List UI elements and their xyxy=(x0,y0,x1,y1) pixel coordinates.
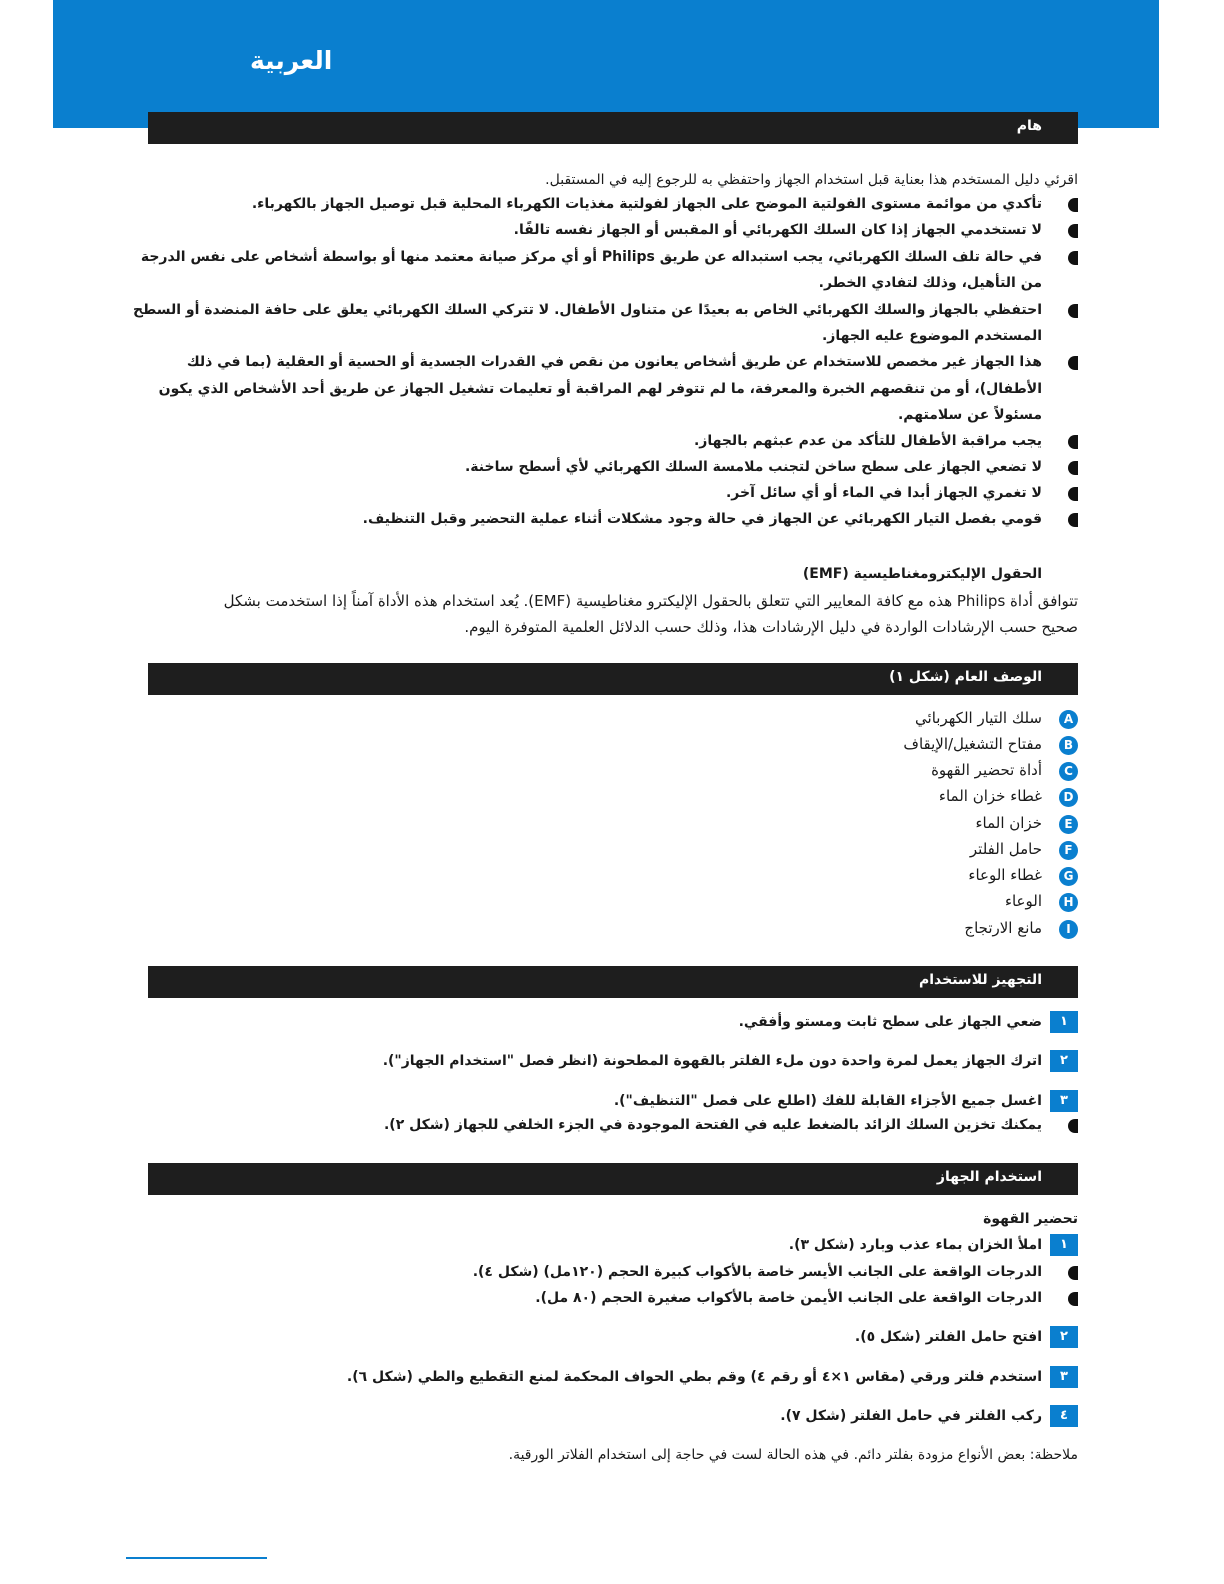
component-label: خزان الماء xyxy=(975,814,1042,832)
section-bar-general xyxy=(148,663,1078,695)
component-marker: E xyxy=(1059,815,1078,834)
language-title: العربية xyxy=(250,46,333,75)
bullet-icon xyxy=(1068,487,1078,501)
section-bar-use xyxy=(148,1163,1078,1195)
component-label: سلك التيار الكهربائي xyxy=(915,709,1042,727)
step-text: ضعي الجهاز على سطح ثابت ومستو وأفقي. xyxy=(738,1014,1042,1030)
section-title-prep: التجهيز للاستخدام xyxy=(918,972,1042,988)
use-subtitle: تحضير القهوة xyxy=(983,1211,1078,1227)
component-label: حامل الفلتر xyxy=(969,840,1042,858)
section-title-important: هام xyxy=(1016,118,1042,134)
important-line: المستخدم الموضوع عليه الجهاز. xyxy=(821,328,1042,344)
emf-title: الحقول الإليكترومغناطيسية (EMF) xyxy=(802,566,1042,582)
footer-rule xyxy=(126,1557,267,1559)
important-line: لا تغمري الجهاز أبدا في الماء أو أي سائل آخر. xyxy=(725,485,1042,501)
bullet-icon xyxy=(1068,1119,1078,1133)
bullet-icon xyxy=(1068,356,1078,370)
bullet-icon xyxy=(1068,435,1078,449)
important-line: في حالة تلف السلك الكهربائي، يجب استبداله عن طريق Philips أو أي مركز صيانة معتمد منها أو بواسطة أشخاص على نفس الدرجة xyxy=(140,249,1042,265)
use-bullet: الدرجات الواقعة على الجانب الأيسر خاصة بالأكواب كبيرة الحجم (١٢٠مل) (شكل ٤). xyxy=(472,1264,1042,1280)
important-line: احتفظي بالجهاز والسلك الكهربائي الخاص به بعيدًا عن متناول الأطفال. لا تتركي السلك الكهربائي يعلق على حافة المنضدة أو السطح xyxy=(133,302,1042,318)
bullet-icon xyxy=(1068,461,1078,475)
step-number: ٢ xyxy=(1050,1326,1078,1348)
component-label: أداة تحضير القهوة xyxy=(931,761,1042,779)
step-number: ٢ xyxy=(1050,1050,1078,1072)
bullet-icon xyxy=(1068,513,1078,527)
use-bullet: الدرجات الواقعة على الجانب الأيمن خاصة بالأكواب صغيرة الحجم (٨٠ مل). xyxy=(535,1290,1042,1306)
bullet-icon xyxy=(1068,251,1078,265)
emf-line-2: صحيح حسب الإرشادات الواردة في دليل الإرشادات هذا، وذلك حسب الدلائل العلمية المتوفرة اليوم. xyxy=(464,618,1078,636)
important-line: الأطفال)، أو من تنقصهم الخبرة والمعرفة، ما لم تتوفر لهم المراقبة أو تعليمات تشغيل الجهاز عن طريق أحد الأشخاص الذي يكون xyxy=(158,381,1042,397)
component-marker: B xyxy=(1059,736,1078,755)
step-number: ٣ xyxy=(1050,1090,1078,1112)
important-line: مسئولاً عن سلامتهم. xyxy=(897,407,1042,423)
component-label: الوعاء xyxy=(1004,892,1042,910)
important-line: لا تضعي الجهاز على سطح ساخن لتجنب ملامسة السلك الكهربائي لأي أسطح ساخنة. xyxy=(464,459,1042,475)
intro-text: اقرئي دليل المستخدم هذا بعناية قبل استخدام الجهاز واحتفظي به للرجوع إليه في المستقبل. xyxy=(545,172,1078,188)
step-text: املأ الخزان بماء عذب وبارد (شكل ٣). xyxy=(788,1237,1042,1253)
component-marker: I xyxy=(1059,920,1078,939)
step-text: استخدم فلتر ورقي (مقاس ١×٤ أو رقم ٤) وقم بطي الحواف المحكمة لمنع التقطيع والطي (شكل ٦). xyxy=(346,1369,1042,1385)
important-line: تأكدي من موائمة مستوى الفولتية الموضح على الجهاز لفولتية مغذيات الكهرباء المحلية قبل توصيل الجهاز بالكهرباء. xyxy=(251,196,1042,212)
important-line: من التأهيل، وذلك لتفادي الخطر. xyxy=(818,275,1042,291)
prep-bullet: يمكنك تخزين السلك الزائد بالضغط عليه في الفتحة الموجودة في الجزء الخلفي للجهاز (شكل ٢). xyxy=(383,1117,1042,1133)
component-marker: H xyxy=(1059,893,1078,912)
section-title-use: استخدام الجهاز xyxy=(936,1169,1042,1185)
bullet-icon xyxy=(1068,304,1078,318)
step-number: ١ xyxy=(1050,1234,1078,1256)
component-label: غطاء خزان الماء xyxy=(938,787,1042,805)
important-line: قومي بفصل التيار الكهربائي عن الجهاز في حالة وجود مشكلات أثناء عملية التحضير وقبل التنظيف. xyxy=(362,511,1042,527)
bullet-icon xyxy=(1068,198,1078,212)
section-bar-important xyxy=(148,112,1078,144)
component-marker: F xyxy=(1059,841,1078,860)
emf-line-1: تتوافق أداة Philips هذه مع كافة المعايير التي تتعلق بالحقول الإليكترو مغناطيسية (EMF). يُعد استخدام هذه الأداة آمناً إذا استخدمت بشكل xyxy=(223,592,1078,610)
important-line: يجب مراقبة الأطفال للتأكد من عدم عبثهم بالجهاز. xyxy=(693,433,1042,449)
important-line: لا تستخدمي الجهاز إذا كان السلك الكهربائي أو المقبس أو الجهاز نفسه تالفًا. xyxy=(513,222,1042,238)
header-band xyxy=(53,0,1159,128)
step-text: افتح حامل الفلتر (شكل ٥). xyxy=(854,1329,1042,1345)
component-label: مفتاح التشغيل/الإيقاف xyxy=(903,735,1042,753)
component-label: مانع الارتجاج xyxy=(964,919,1042,937)
component-marker: A xyxy=(1059,710,1078,729)
step-number: ٤ xyxy=(1050,1405,1078,1427)
note-text: ملاحظة: بعض الأنواع مزودة بفلتر دائم. في هذه الحالة لست في حاجة إلى استخدام الفلاتر الورقية. xyxy=(508,1447,1078,1463)
section-title-general: الوصف العام (شكل ١) xyxy=(889,669,1042,685)
section-bar-prep xyxy=(148,966,1078,998)
important-line: هذا الجهاز غير مخصص للاستخدام عن طريق أشخاص يعانون من نقص في القدرات الجسدية أو الحسية أو العقلية (بما في ذلك xyxy=(186,354,1042,370)
component-marker: G xyxy=(1059,867,1078,886)
step-text: اغسل جميع الأجزاء القابلة للفك (اطلع على فصل "التنظيف"). xyxy=(613,1093,1042,1109)
bullet-icon xyxy=(1068,224,1078,238)
bullet-icon xyxy=(1068,1266,1078,1280)
component-marker: C xyxy=(1059,762,1078,781)
bullet-icon xyxy=(1068,1292,1078,1306)
step-text: ركب الفلتر في حامل الفلتر (شكل ٧). xyxy=(780,1408,1042,1424)
component-marker: D xyxy=(1059,788,1078,807)
step-number: ٣ xyxy=(1050,1366,1078,1388)
step-text: اترك الجهاز يعمل لمرة واحدة دون ملء الفلتر بالقهوة المطحونة (انظر فصل "استخدام الجهاز"). xyxy=(382,1053,1042,1069)
step-number: ١ xyxy=(1050,1011,1078,1033)
component-label: غطاء الوعاء xyxy=(968,866,1042,884)
